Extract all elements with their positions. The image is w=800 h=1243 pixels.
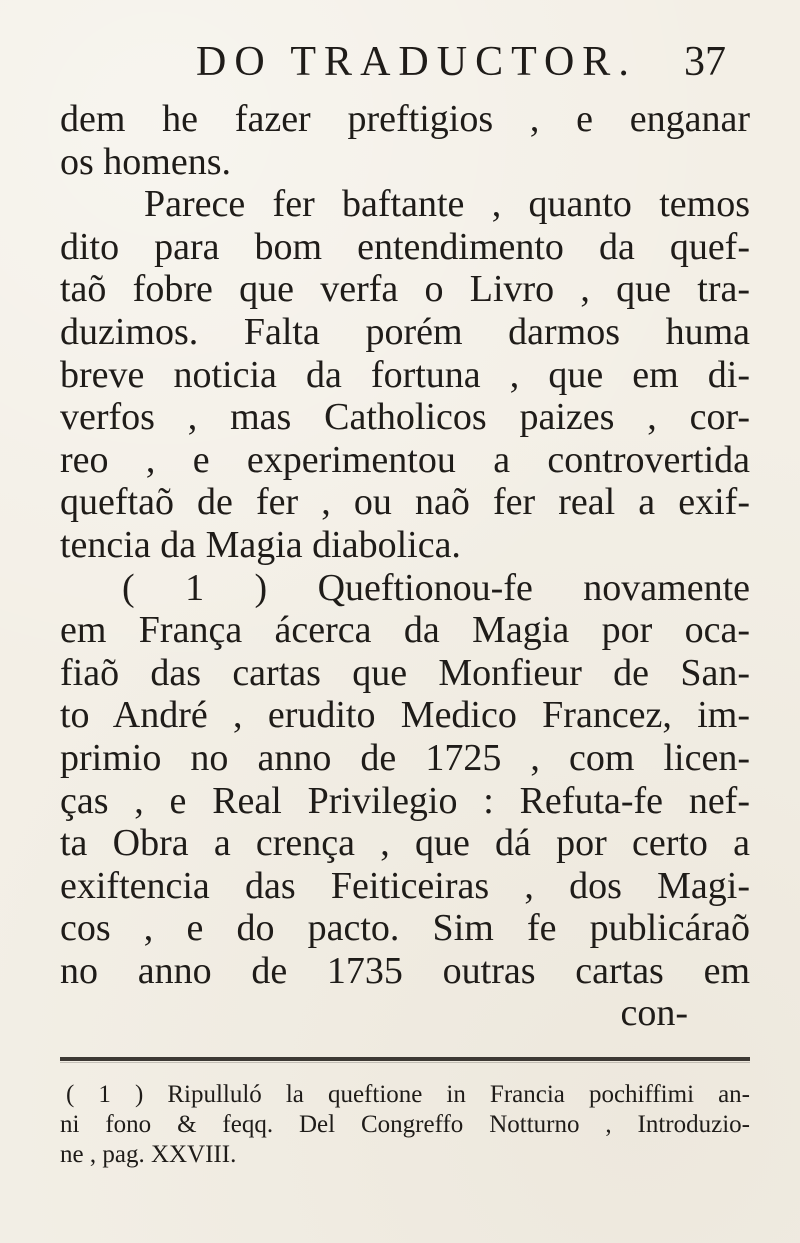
text-line: dem he fazer preftigios , e enganar — [60, 98, 750, 140]
text-line: reo , e experimentou a controvertida — [60, 438, 750, 481]
text-line: ta Obra a crença , que dá por certo a — [60, 822, 750, 865]
footnote — [60, 1080, 750, 1170]
text-line: fiaõ das cartas que Monfieur de San- — [60, 651, 750, 694]
text-line: os homens. — [60, 140, 231, 183]
text-line: exiftencia das Feiticeiras , dos Magi- — [60, 864, 750, 907]
catchword: con- — [620, 992, 688, 1035]
running-header — [196, 34, 726, 90]
text-line: to André , erudito Medico Francez, im- — [60, 694, 750, 737]
text-line: Parece fer baftante , quanto temos — [144, 183, 750, 226]
text-line: ( 1 ) Queftionou-fe novamente — [122, 566, 750, 609]
text-line: tencia da Magia diabolica. — [60, 523, 461, 566]
footnote-line: ( 1 ) Ripulluló la queftione in Francia pochiffimi an- — [66, 1081, 750, 1108]
page-number: 37 — [684, 39, 726, 85]
text-line: em França ácerca da Magia por oca- — [60, 609, 750, 652]
text-line: verfos , mas Catholicos paizes , cor- — [60, 396, 750, 439]
footnote-line: ne , pag. XXVIII. — [60, 1141, 237, 1168]
text-line: dito para bom entendimento da quef- — [60, 225, 750, 268]
footnote-rule — [60, 1057, 750, 1061]
text-line: primio no anno de 1725 , com licen- — [60, 736, 750, 779]
text-line: duzimos. Falta porém darmos huma — [60, 310, 750, 353]
text-line: cos , e do pacto. Sim fe publicáraõ — [60, 907, 750, 950]
text-line: taõ fobre que verfa o Livro , que tra- — [60, 268, 750, 311]
main-text — [60, 98, 750, 1035]
text-line: ças , e Real Privilegio : Refuta-fe nef- — [60, 779, 750, 822]
footnote-line: ni fono & feqq. Del Congreffo Notturno , Introduzio- — [60, 1111, 750, 1138]
text-line: no anno de 1735 outras cartas em — [60, 949, 750, 992]
text-line: queftaõ de fer , ou naõ fer real a exif- — [60, 481, 750, 524]
running-title: DO TRADUCTOR. — [196, 39, 637, 85]
text-line: breve noticia da fortuna , que em di- — [60, 353, 750, 396]
